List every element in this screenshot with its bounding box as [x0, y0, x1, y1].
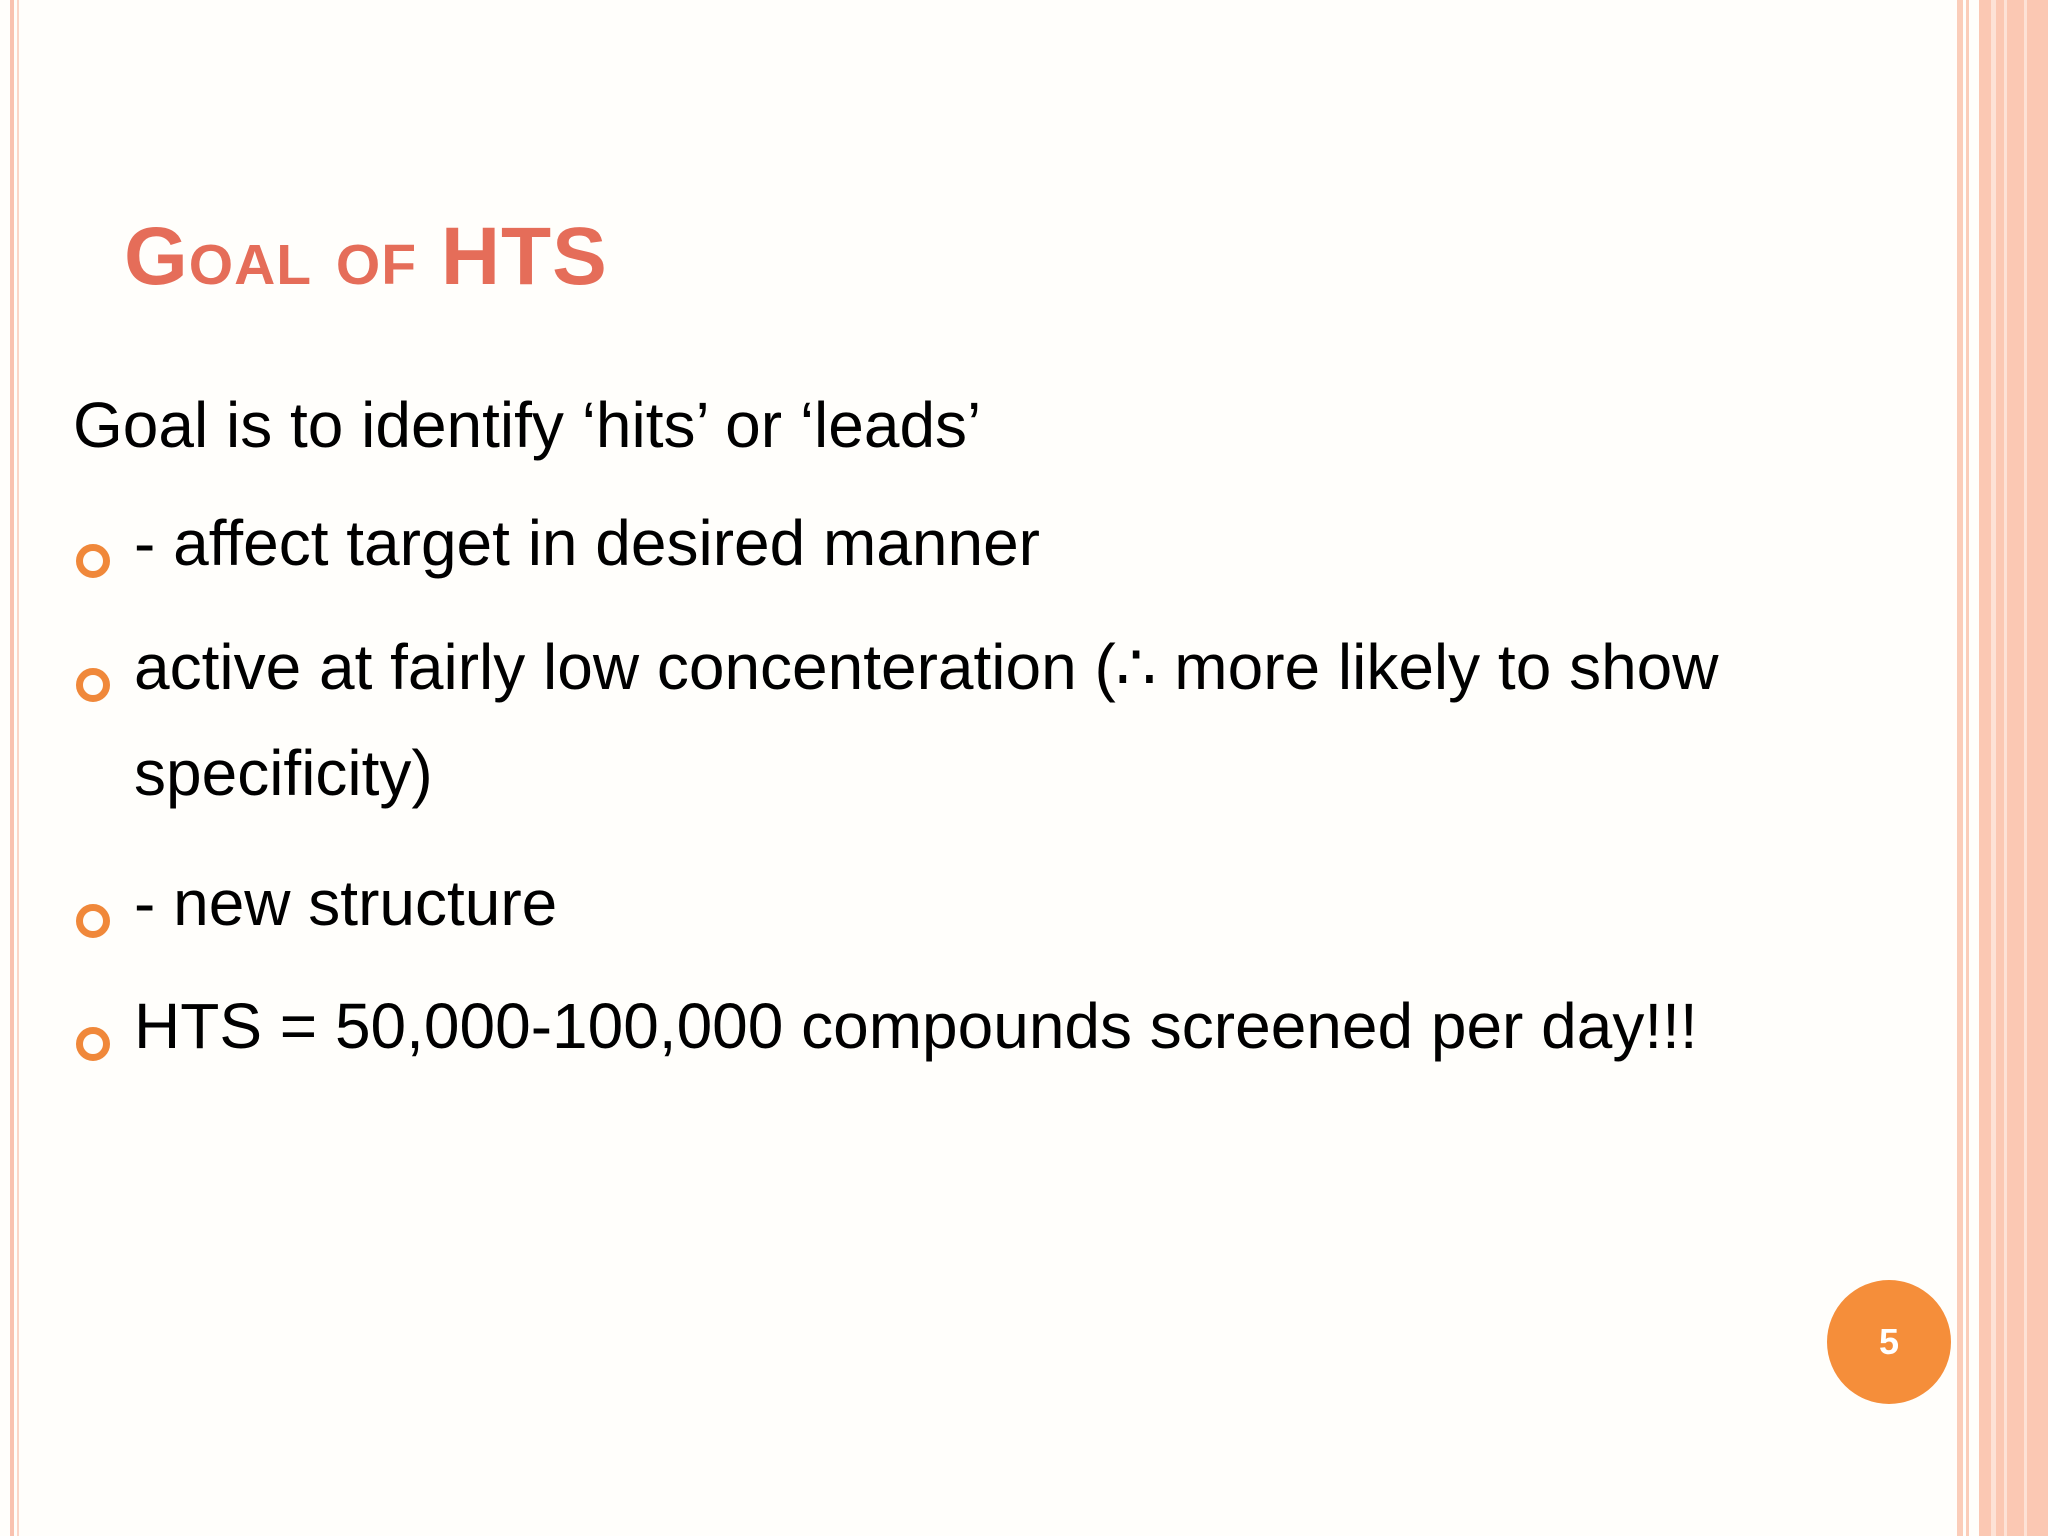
- right-border-band: [1979, 0, 2048, 1536]
- left-border-line-inner: [17, 0, 19, 1536]
- right-border-stripe: [1991, 0, 1996, 1536]
- bullet-text: active at fairly low concenteration (∴ more likely to show: [134, 631, 1719, 703]
- right-border-band: [1957, 0, 1963, 1536]
- intro-text: Goal is to identify ‘hits’ or ‘leads’: [73, 389, 982, 461]
- bullet-text: - new structure: [134, 867, 558, 939]
- bullet-text: - affect target in desired manner: [134, 507, 1040, 579]
- left-border-line: [10, 0, 14, 1536]
- hollow-circle-icon: [76, 1027, 110, 1061]
- slide-title: Goal of HTS: [124, 211, 608, 302]
- hollow-circle-icon: [76, 668, 110, 702]
- hollow-circle-icon: [76, 904, 110, 938]
- page-number: 5: [1878, 1321, 1900, 1362]
- bullet-text-continuation: specificity): [134, 737, 433, 809]
- right-border-stripe: [2024, 0, 2027, 1536]
- bullet-text: HTS = 50,000-100,000 compounds screened per day!!!: [134, 990, 1698, 1062]
- right-border-band: [1966, 0, 1969, 1536]
- page-number-badge: [1827, 1280, 1951, 1404]
- hollow-circle-icon: [76, 544, 110, 578]
- right-border-stripe: [2004, 0, 2007, 1536]
